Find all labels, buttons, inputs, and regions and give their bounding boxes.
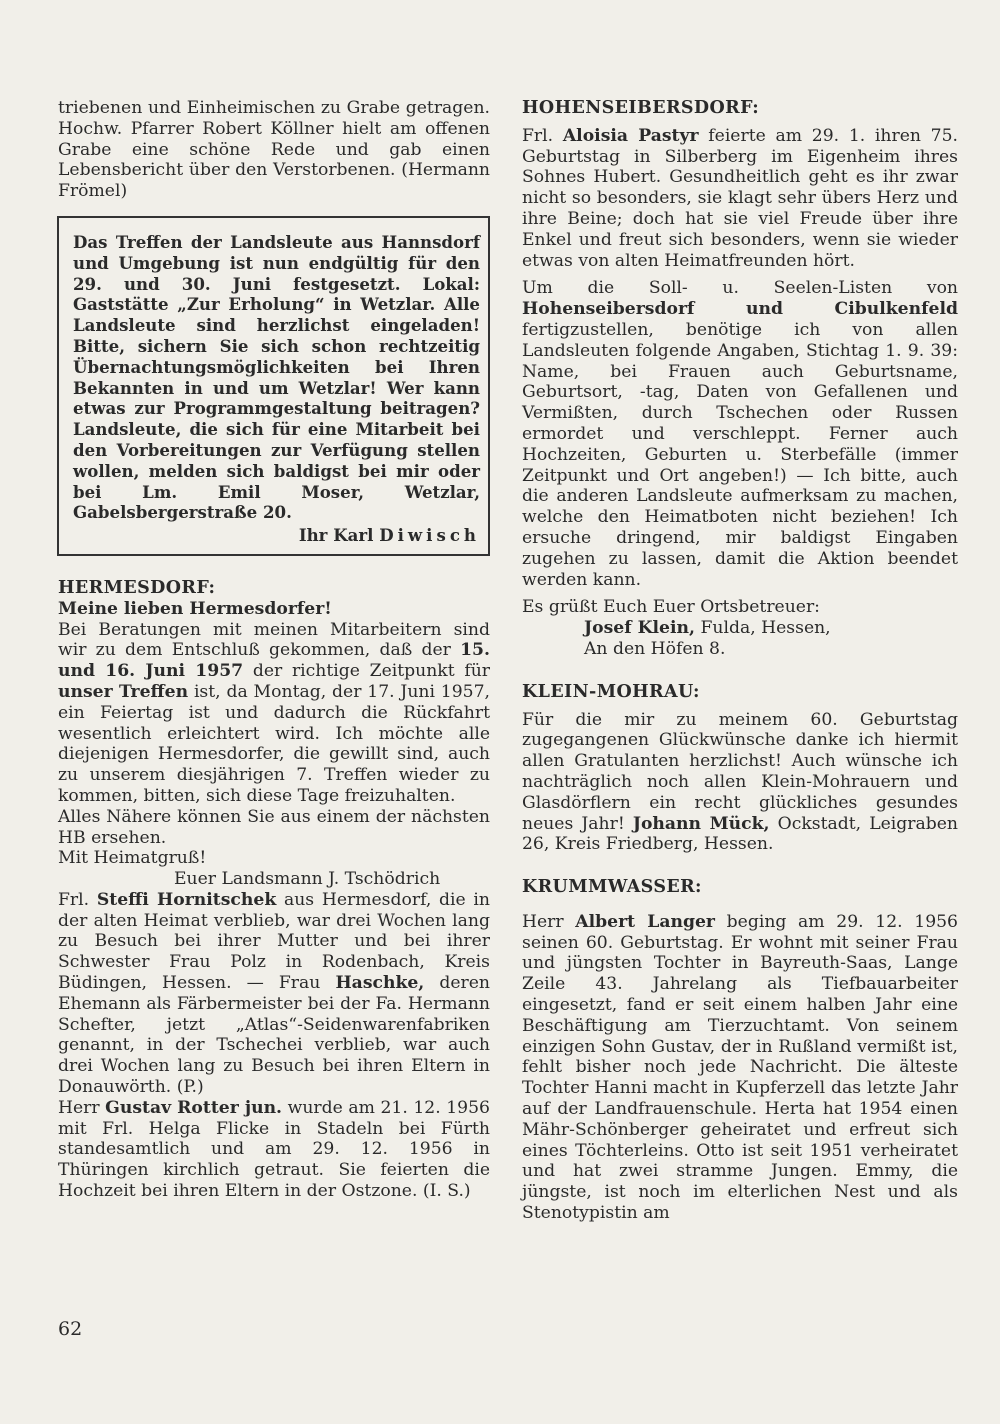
person-name: Gustav Rotter jun.	[105, 1097, 283, 1118]
section-heading-krummwasser: KRUMMWASSER:	[522, 877, 702, 898]
hohenseibersdorf-address: An den Höfen 8.	[584, 638, 726, 659]
person-name: Aloisia Pastyr	[562, 125, 699, 146]
person-name: Johann Mück,	[632, 813, 770, 834]
meeting-label: unser Treffen	[58, 681, 189, 702]
person-name: Haschke,	[335, 973, 425, 994]
hermesdorf-paragraph-1: Bei Beratungen mit meinen Mitarbeitern sind wir zu dem Entschluß gekommen, daß der 15. und 16. Juni 1957 der richtige Zeitpunkt für unser Treffen ist, da Montag, der 17. Juni 1957, ein Feiertag ist und dadurch die Rückfahrt wesentlich erleichtert wird. Ich möchte alle diejenigen Hermesdorfer, die gewillt sind, auch zu unserem diesjährigen 7. Treffen wieder zu kommen, bitten, sich diese Tage freizuhalten.	[58, 619, 490, 806]
section-heading-klein-mohrau: KLEIN-MOHRAU:	[522, 681, 700, 702]
hannsdorf-notice-box	[57, 216, 490, 556]
hermesdorf-greeting: Mit Heimatgruß!	[58, 848, 207, 869]
hohenseibersdorf-signature: Josef Klein, Fulda, Hessen,	[584, 618, 831, 639]
notice-signature	[73, 525, 480, 546]
hohenseibersdorf-closing: Es grüßt Euch Euer Ortsbetreuer:	[522, 597, 820, 618]
hermesdorf-salutation: Meine lieben Hermesdorfer!	[58, 598, 332, 619]
right-column	[522, 98, 958, 1224]
meeting-dates: 15. und 16. Juni 1957	[58, 640, 490, 682]
klein-mohrau-paragraph: Für die mir zu meinem 60. Geburtstag zugegangenen Glückwünsche danke ich hiermit allen Gratulanten herzlichst! Auch wünsche ich nachträglich noch allen Klein-Mohrauern und Glasdörflern ein recht glückliches gesundes neues Jahr! Johann Mück, Ockstadt, Leigraben 26, Kreis Friedberg, Hessen.	[522, 709, 958, 855]
place-names: Hohenseibersdorf und Cibulkenfeld	[522, 299, 958, 320]
page-number: 62	[58, 1318, 83, 1340]
person-name: Steffi Hornitschek	[96, 889, 277, 910]
section-heading-hermesdorf: HERMESDORF:	[58, 577, 216, 598]
section-heading-hohenseibersdorf: HOHENSEIBERSDORF:	[522, 98, 760, 118]
hohenseibersdorf-paragraph-2: Um die Soll- u. Seelen-Listen von Hohenseibersdorf und Cibulkenfeld fertigzustellen, benötige ich von allen Landsleuten folgende Angaben, Stichtag 1. 9. 39: Name, bei Frauen auch Geburtsname, Geburtsort, -tag, Daten von Gefallenen und Vermißten, durch Tschechen oder Russen ermordet und verschleppt. Ferner auch Hochzeiten, Geburten u. Sterbefälle (immer Zeitpunkt und Ort angeben!) — Ich bitte, auch die anderen Landsleute aufmerksam zu machen, welche den Heimatboten nicht beziehen! Ich ersuche dringend, mir baldigst Eingaben zugehen zu lassen, damit die Aktion beendet werden kann.	[522, 278, 958, 590]
person-name: Albert Langer	[575, 911, 715, 932]
hermesdorf-paragraph-3: Frl. Steffi Hornitschek aus Hermesdorf, die in der alten Heimat verblieb, war drei Wochen lang zu Besuch bei ihrer Mutter und bei ihrer Schwester Frau Polz in Rodenbach, Kreis Büdingen, Hessen. — Frau Haschke, deren Ehemann als Färbermeister bei der Fa. Hermann Schefter, jetzt „Atlas“-Seidenwarenfabriken genannt, in der Tschechei verblieb, war auch drei Wochen lang zu Besuch bei ihren Eltern in Donauwörth. (P.)	[58, 889, 490, 1098]
notice-signature-prefix: Ihr Karl	[298, 525, 374, 546]
notice-text: Das Treffen der Landsleute aus Hannsdorf und Umgebung ist nun endgültig für den 29. und 30. Juni festgesetzt. Lokal: Gaststätte „Zur Erholung“ in Wetzlar. Alle Landsleute sind herzlichst eingeladen! Bitte, sichern Sie sich schon rechtzeitig Übernachtungsmöglichkeiten bei Ihren Bekannten in und um Wetzlar! Wer kann etwas zur Programmgestaltung beitragen? Landsleute, die sich für eine Mitarbeit bei den Vorbereitungen zur Verfügung stellen wollen, melden sich baldigst bei mir oder bei Lm. Emil Moser, Wetzlar, Gabelsbergerstraße 20.	[73, 231, 480, 523]
hohenseibersdorf-paragraph-1: Frl. Aloisia Pastyr feierte am 29. 1. ihren 75. Geburtstag in Silberberg im Eigenheim ihres Sohnes Hubert. Gesundheitlich geht es ihr zwar nicht so besonders, sie klagt sehr übers Herz und ihre Beine; doch hat sie viel Freude über ihre Enkel und freut sich besonders, wenn sie wieder etwas von alten Heimatfreunden hört.	[522, 125, 959, 271]
krummwasser-paragraph: Herr Albert Langer beging am 29. 12. 1956 seinen 60. Geburtstag. Er wohnt mit seiner Frau und jüngsten Tochter in Bayreuth-Saas, Lange Zeile 43. Jahrelang als Tiefbauarbeiter eingesetzt, fand er seit einem halben Jahr eine Beschäftigung am Tierzuchtamt. Von seinem einzigen Sohn Gustav, der in Rußland vermißt ist, fehlt bisher noch jede Nachricht. Die älteste Tochter Hanni macht in Kupferzell das letzte Jahr auf der Landfrauenschule. Herta hat 1954 einen Mähr-Schönberger geheiratet und erfreut sich eines Töchterleins. Otto ist seit 1951 verheiratet und hat zwei stramme Jungen. Emmy, die jüngste, ist noch im elterlichen Nest und als Stenotypistin am	[522, 911, 958, 1224]
intro-paragraph: triebenen und Einheimischen zu Grabe getragen. Hochw. Pfarrer Robert Köllner hielt am offenen Grabe eine schöne Rede und gab einen Lebensbericht über den Verstorbenen. (Hermann Frömel)	[58, 98, 490, 202]
left-column	[58, 98, 490, 1202]
hermesdorf-paragraph-2: Alles Nähere können Sie aus einem der nächsten HB ersehen.	[58, 806, 490, 848]
hermesdorf-paragraph-4: Herr Gustav Rotter jun. wurde am 21. 12. 1956 mit Frl. Helga Flicke in Stadeln bei Fürth standesamtlich und am 29. 12. 1956 in Thüringen kirchlich getraut. Sie feierten die Hochzeit bei ihren Eltern in der Ostzone. (I. S.)	[58, 1097, 490, 1202]
hermesdorf-signature: Euer Landsmann J. Tschödrich	[174, 869, 441, 890]
notice-signature-name: Diwisch	[379, 525, 480, 546]
